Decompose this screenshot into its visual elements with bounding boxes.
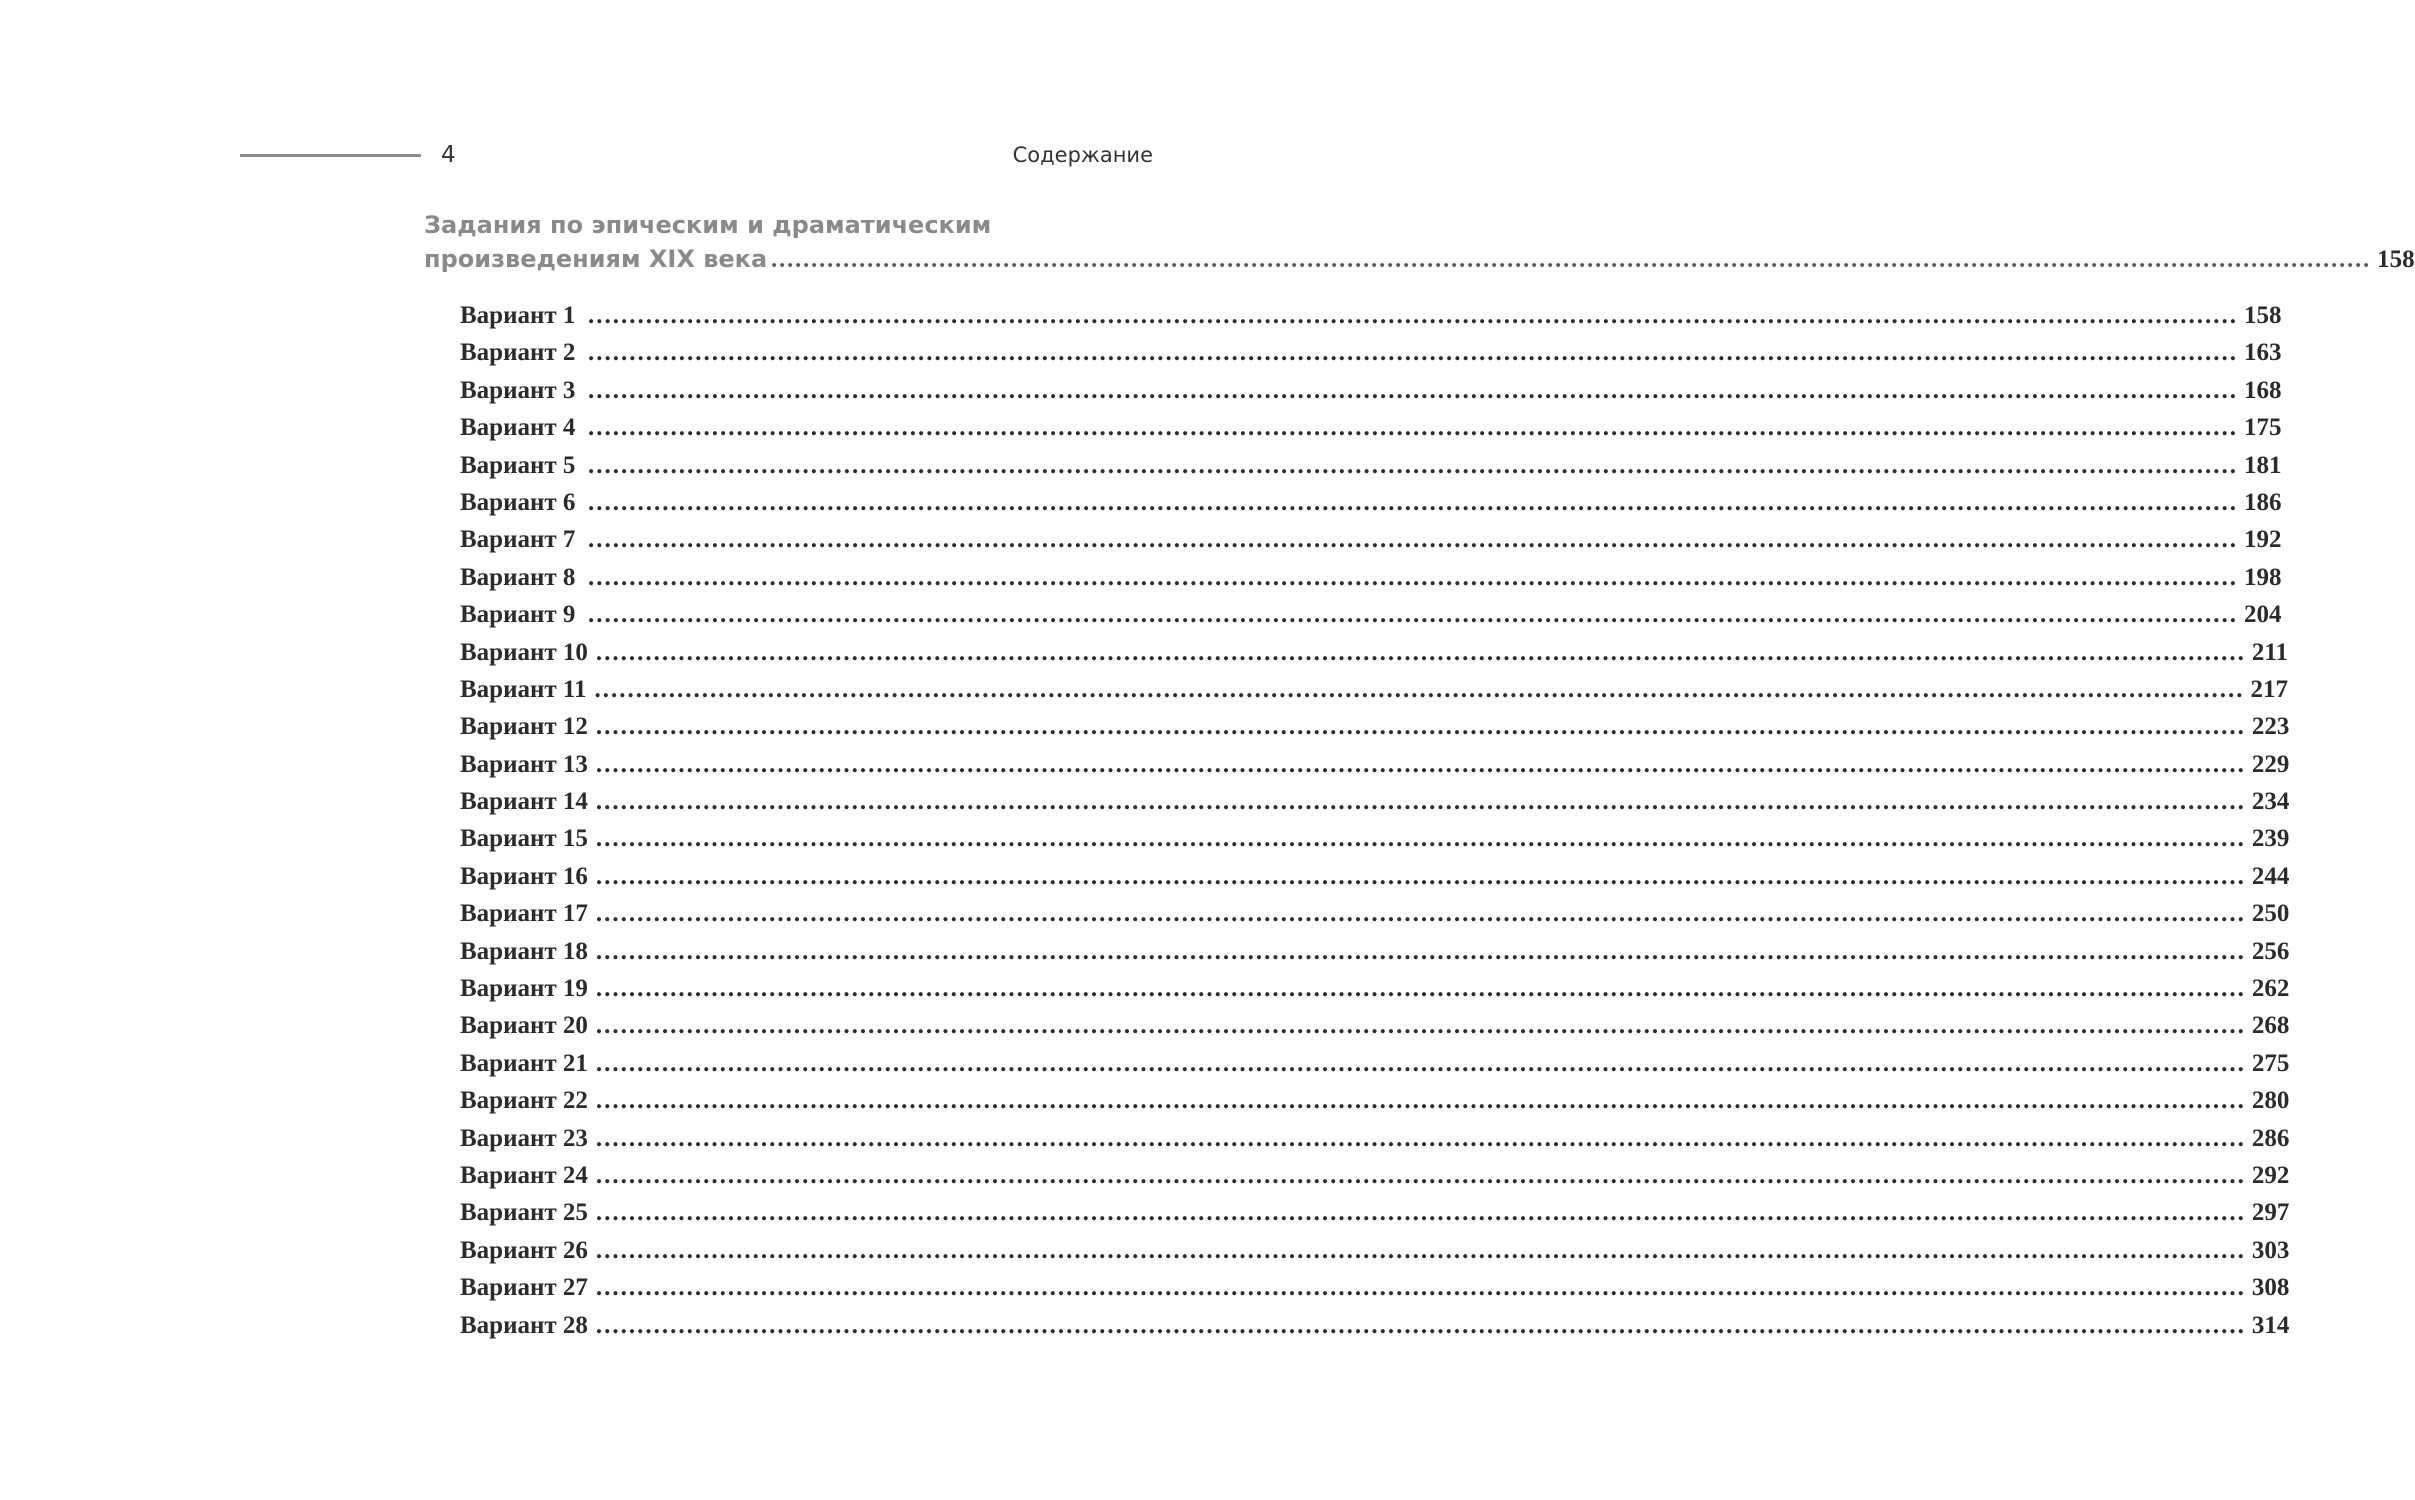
toc-entry-page-number: 275 — [2251, 1049, 2290, 1077]
toc-entry — [460, 1087, 2290, 1124]
leader-dots: ........................................................................................................................................................................................................ — [595, 1049, 2246, 1077]
toc-entry-label: Вариант 27 — [460, 1274, 588, 1302]
toc-entry-label: Вариант 10 — [460, 638, 588, 666]
leader-dots: ........................................................................................................................................................................................................ — [595, 825, 2246, 853]
header-rule — [240, 154, 421, 157]
toc-entry-page-number: 234 — [2251, 788, 2290, 816]
toc-entry-label: Вариант 18 — [460, 937, 588, 965]
toc-entry-page-number: 239 — [2251, 825, 2290, 853]
toc-entry — [460, 825, 2290, 862]
toc-entry — [460, 1274, 2290, 1311]
toc-entry-label: Вариант 25 — [460, 1199, 588, 1227]
section-page-number: 158 — [2377, 246, 2415, 273]
toc-entry-page-number: 229 — [2251, 750, 2290, 778]
section-title-line2: произведениям XIX века — [424, 245, 768, 273]
toc-entry-page-number: 280 — [2251, 1087, 2290, 1115]
leader-dots: ........................................................................................................................................................................................................ — [595, 1012, 2246, 1040]
toc-entry — [460, 862, 2290, 900]
toc-entry-page-number: 198 — [2244, 563, 2282, 591]
leader-dots: ........................................................................................................................................................................................................ — [588, 302, 2238, 329]
leader-dots: ........................................................................................................................................................................................................ — [588, 339, 2238, 367]
toc-entry — [460, 713, 2290, 750]
toc-entry-page-number: 268 — [2251, 1012, 2290, 1040]
toc-entry-page-number: 303 — [2251, 1236, 2290, 1264]
toc-entry-label: Вариант 26 — [460, 1236, 588, 1264]
toc-entry — [460, 1124, 2290, 1162]
toc-entry-label: Вариант 17 — [460, 900, 588, 928]
leader-dots: ........................................................................................................................................................................................................ — [588, 451, 2238, 479]
toc-entry-label: Вариант 7 — [460, 526, 576, 554]
section-title-line1: Задания по эпическим и драматическим — [424, 211, 992, 239]
toc-entry-label: Вариант 4 — [460, 414, 576, 442]
toc-entry-page-number: 204 — [2244, 601, 2282, 629]
running-title: Содержание — [1012, 143, 1153, 167]
leader-dots: ........................................................................................................................................................................................................ — [595, 1087, 2246, 1115]
toc-entry-label: Вариант 5 — [460, 451, 576, 479]
toc-entry-page-number: 250 — [2251, 900, 2290, 928]
toc-entry-label: Вариант 11 — [460, 675, 587, 703]
toc-entry-page-number: 186 — [2244, 488, 2282, 516]
toc-entry — [460, 675, 2289, 713]
leader-dots: ........................................................................................................................................................................................................ — [595, 975, 2246, 1003]
toc-entry-page-number: 163 — [2244, 339, 2282, 367]
leader-dots: ........................................................................................................................................................................................................ — [595, 788, 2246, 816]
toc-entry-page-number: 168 — [2244, 376, 2282, 404]
toc-entry — [460, 1012, 2290, 1049]
toc-entry-label: Вариант 1 — [460, 302, 576, 329]
leader-dots: ........................................................................................................................................................................................................ — [595, 900, 2246, 928]
toc-entry-label: Вариант 6 — [460, 488, 576, 516]
toc-entry — [460, 414, 2282, 451]
toc-entry — [460, 601, 2282, 638]
section-heading — [424, 208, 2415, 277]
toc-entry-page-number: 181 — [2244, 451, 2282, 479]
toc-entry-page-number: 314 — [2251, 1311, 2290, 1339]
toc-entry — [460, 488, 2282, 526]
toc-entry-label: Вариант 20 — [460, 1012, 588, 1040]
toc-entry-label: Вариант 21 — [460, 1049, 588, 1077]
toc-entry-page-number: 244 — [2251, 862, 2290, 890]
toc-entry-label: Вариант 22 — [460, 1087, 588, 1115]
toc-entry — [460, 376, 2282, 414]
section-title-row — [424, 242, 2415, 277]
toc-entry — [460, 563, 2282, 601]
leader-dots: ........................................................................................................................................................................................................ — [588, 526, 2238, 554]
toc-entry-label: Вариант 12 — [460, 713, 588, 741]
leader-dots: ........................................................................................................................................................................................................ — [588, 488, 2238, 516]
page-number: 4 — [441, 142, 456, 168]
leader-dots: ........................................................................................................................................................................................................ — [595, 638, 2246, 666]
toc-entry-page-number: 256 — [2251, 937, 2290, 965]
toc-entry-page-number: 286 — [2251, 1124, 2290, 1152]
toc-entry — [460, 788, 2290, 825]
toc-entry-label: Вариант 24 — [460, 1161, 588, 1189]
leader-dots: ........................................................................................................................................................................................................ — [595, 713, 2246, 741]
toc-entry — [460, 750, 2290, 788]
toc-entry — [460, 1049, 2290, 1087]
toc-entry-page-number: 192 — [2244, 526, 2282, 554]
toc-entry-label: Вариант 19 — [460, 975, 588, 1003]
toc-entry-label: Вариант 2 — [460, 339, 576, 367]
leader-dots: ........................................................................................................................................................................................................ — [588, 376, 2238, 404]
leader-dots: ........................................................................................................................................................................................................ — [588, 414, 2238, 442]
toc-entry-page-number: 175 — [2244, 414, 2282, 442]
toc-entry-label: Вариант 9 — [460, 601, 576, 629]
toc-entry — [460, 451, 2282, 489]
toc-entry-label: Вариант 23 — [460, 1124, 588, 1152]
leader-dots: ........................................................................................................................................................................................................ — [595, 937, 2246, 965]
leader-dots: ........................................................................................................................................................................................................ — [594, 675, 2245, 703]
toc-entry — [460, 339, 2282, 376]
toc-entry — [460, 526, 2282, 563]
leader-dots: ........................................................................................................................................................................................................ — [771, 247, 2372, 273]
leader-dots: ........................................................................................................................................................................................................ — [595, 750, 2246, 778]
toc-entry-label: Вариант 13 — [460, 750, 588, 778]
toc-entry-page-number: 262 — [2251, 975, 2290, 1003]
toc-entry-page-number: 217 — [2250, 675, 2289, 703]
leader-dots: ........................................................................................................................................................................................................ — [595, 1124, 2246, 1152]
toc-entry-page-number: 211 — [2251, 638, 2289, 666]
toc-entry-page-number: 292 — [2251, 1161, 2290, 1189]
toc-entry-page-number: 297 — [2251, 1199, 2290, 1227]
leader-dots: ........................................................................................................................................................................................................ — [588, 601, 2238, 629]
toc-entry-page-number: 223 — [2251, 713, 2290, 741]
toc-entry-page-number: 158 — [2244, 302, 2282, 329]
toc-entry — [460, 975, 2290, 1012]
toc-entry — [460, 900, 2290, 937]
leader-dots: ........................................................................................................................................................................................................ — [595, 1311, 2246, 1339]
leader-dots: ........................................................................................................................................................................................................ — [595, 1236, 2246, 1264]
toc-entry — [460, 1161, 2290, 1199]
table-of-contents — [460, 302, 2290, 1349]
toc-entry — [460, 638, 2289, 676]
toc-entry-label: Вариант 16 — [460, 862, 588, 890]
toc-entry — [460, 1199, 2290, 1236]
toc-entry — [460, 302, 2282, 339]
toc-entry-label: Вариант 15 — [460, 825, 588, 853]
leader-dots: ........................................................................................................................................................................................................ — [595, 1161, 2246, 1189]
toc-entry — [460, 1236, 2290, 1274]
toc-entry-page-number: 308 — [2251, 1274, 2290, 1302]
leader-dots: ........................................................................................................................................................................................................ — [588, 563, 2238, 591]
leader-dots: ........................................................................................................................................................................................................ — [595, 862, 2246, 890]
toc-entry-label: Вариант 8 — [460, 563, 576, 591]
leader-dots: ........................................................................................................................................................................................................ — [595, 1274, 2246, 1302]
toc-entry — [460, 1311, 2290, 1349]
toc-entry-label: Вариант 28 — [460, 1311, 588, 1339]
toc-entry-label: Вариант 14 — [460, 788, 588, 816]
toc-entry-label: Вариант 3 — [460, 376, 576, 404]
leader-dots: ........................................................................................................................................................................................................ — [595, 1199, 2246, 1227]
toc-entry — [460, 937, 2290, 975]
